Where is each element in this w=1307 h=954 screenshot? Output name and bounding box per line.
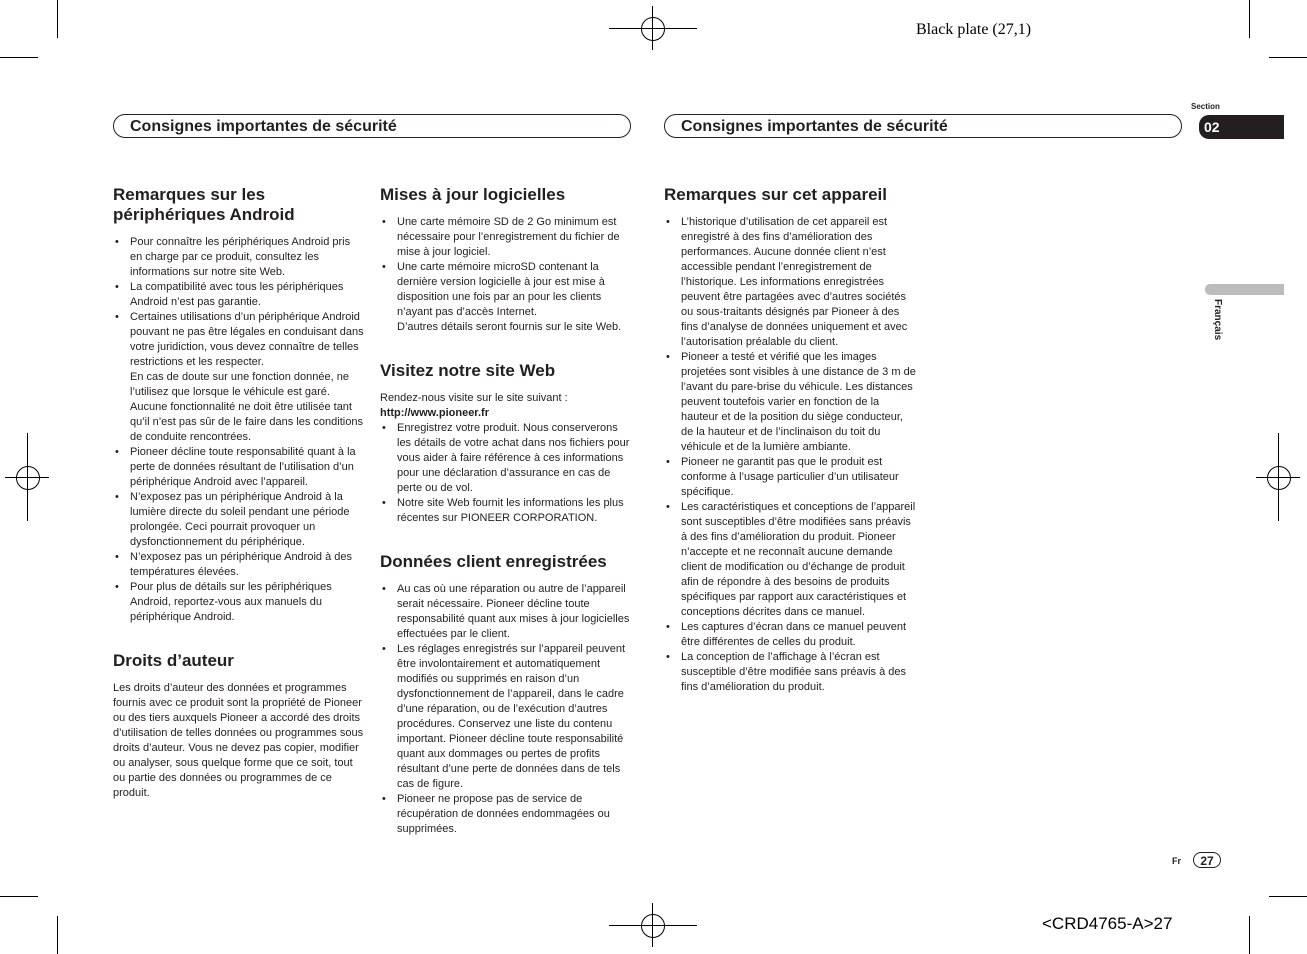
list-item: • Au cas où une réparation ou autre de l’appareil serait nécessaire. Pioneer décline toute responsabilité quant aux mises à jour logicielles effectuées par le client. bbox=[382, 583, 630, 640]
list-item: • Pioneer décline toute responsabilité quant à la perte de données résultant de l’utilisation d’un périphérique Android avec l’appareil. bbox=[115, 446, 356, 488]
list-item: • Pioneer a testé et vérifié que les images projetées sont visibles à une distance de 3 m de l’avant du pare-brise du véhicule. Les distances peuvent toutefois varier en fonction de la hauteur et de la position du siège conducteur, de la hauteur et de l’inclinaison du toit du véhicule et de la lumière ambiante. bbox=[666, 351, 916, 453]
section-number: 02 bbox=[1204, 119, 1220, 135]
list-item: • Enregistrez votre produit. Nous conserverons les détails de votre achat dans nos fichiers pour vous aider à faire référence à ces informations pour une déclaration d’assurance en cas de perte ou de vol. bbox=[382, 422, 630, 494]
crop-mark bbox=[0, 896, 38, 897]
list-item: • Pioneer ne garantit pas que le produit est conforme à l’usage particulier d’un utilisateur spécifique. bbox=[666, 456, 899, 498]
bullet-icon: • bbox=[666, 501, 670, 513]
bullet-icon: • bbox=[666, 456, 670, 468]
list-item: • Une carte mémoire microSD contenant la dernière version logicielle à jour est mise à disposition une fois par an pour les clients n’ayant pas d’accès Internet. D’autres détails seront fournis sur le site Web. bbox=[382, 261, 622, 333]
website-link[interactable]: http://www.pioneer.fr bbox=[380, 407, 489, 419]
section-device-notes bbox=[664, 185, 916, 695]
crop-mark bbox=[0, 57, 38, 58]
bullet-icon: • bbox=[382, 643, 386, 655]
bullet-icon: • bbox=[115, 311, 119, 323]
header-banner-left: Consignes importantes de sécurité bbox=[113, 114, 631, 138]
section-title: Remarques sur les périphériques Android bbox=[113, 185, 295, 224]
crop-mark bbox=[57, 916, 58, 954]
section-title: Données client enregistrées bbox=[380, 552, 607, 571]
column-1 bbox=[113, 185, 364, 827]
bullet-icon: • bbox=[115, 551, 119, 563]
list-item: • Pour plus de détails sur les périphériques Android, reportez-vous aux manuels du périphérique Android. bbox=[115, 581, 332, 623]
bullet-icon: • bbox=[666, 621, 670, 633]
list-item: • Pioneer ne propose pas de service de récupération de données endommagées ou supprimées. bbox=[382, 793, 610, 835]
bullet-icon: • bbox=[382, 793, 386, 805]
list-item: • La conception de l’affichage à l’écran est susceptible d’être modifiée sans préavis à des fins d’amélioration du produit. bbox=[666, 651, 907, 693]
section-title: Visitez notre site Web bbox=[380, 361, 556, 380]
section-title: Droits d’auteur bbox=[113, 651, 234, 670]
section-client-data bbox=[380, 552, 632, 837]
header-banner-right: Consignes importantes de sécurité bbox=[664, 114, 1182, 138]
section-website bbox=[380, 361, 632, 526]
footer-lang-code: Fr bbox=[1172, 856, 1181, 866]
bullet-icon: • bbox=[382, 583, 386, 595]
list-item: • Les réglages enregistrés sur l’appareil peuvent être involontairement et automatiquement modifiés ou supprimés en raison d’un dysfonctionnement de l’appareil, dans le cadre d’une réparation, ou de l’exécution d’autres procédures. Conservez une liste du contenu important. Pioneer décline toute responsabilité quant aux dommages ou pertes de profits résultant d’une perte de données dans de tels cas de figure. bbox=[382, 643, 626, 790]
section-copyright bbox=[113, 651, 364, 801]
bullet-icon: • bbox=[382, 216, 386, 228]
bullet-list bbox=[664, 215, 916, 695]
bullet-icon: • bbox=[382, 422, 386, 434]
bullet-icon: • bbox=[382, 497, 386, 509]
section-label: Section bbox=[1191, 102, 1220, 111]
section-software-updates bbox=[380, 185, 632, 335]
list-item: • L’historique d’utilisation de cet appareil est enregistré à des fins d’amélioration des performances. Aucune donnée client n’est accessible pendant l’enregistrement de l’historique. Les informations enregistrées peuvent être partagées avec d’autres sociétés ou sous-traitants désignés par Pioneer à des fins d’analyse de données uniquement et avec l’autorisation préalable du client. bbox=[666, 216, 908, 348]
crop-mark bbox=[1269, 896, 1307, 897]
bullet-icon: • bbox=[115, 491, 119, 503]
crop-mark bbox=[1249, 0, 1250, 38]
list-item: • Notre site Web fournit les informations les plus récentes sur PIONEER CORPORATION. bbox=[382, 497, 624, 524]
list-item: • N’exposez pas un périphérique Android à la lumière directe du soleil pendant une période prolongée. Ceci pourrait provoquer un dysfonctionnement du périphérique. bbox=[115, 491, 350, 548]
bullet-icon: • bbox=[666, 651, 670, 663]
section-title: Remarques sur cet appareil bbox=[664, 185, 887, 204]
crop-mark bbox=[1269, 57, 1307, 58]
bullet-list bbox=[380, 582, 632, 837]
list-item: • N’exposez pas un périphérique Android à des températures élevées. bbox=[115, 551, 352, 578]
bullet-list bbox=[380, 215, 632, 335]
column-3 bbox=[664, 185, 916, 721]
list-item: • Les captures d’écran dans ce manuel peuvent être différentes de celles du produit. bbox=[666, 621, 907, 648]
bullet-list bbox=[113, 235, 364, 625]
page-number-badge bbox=[1193, 852, 1221, 868]
page-number: 27 bbox=[1200, 854, 1214, 868]
list-item: • Pour connaître les périphériques Android pris en charge par ce produit, consultez les informations sur notre site Web. bbox=[115, 236, 351, 278]
section-android bbox=[113, 185, 364, 625]
job-code: <CRD4765-A>27 bbox=[1042, 914, 1173, 933]
column-2 bbox=[380, 185, 632, 863]
bullet-icon: • bbox=[666, 216, 670, 228]
bullet-icon: • bbox=[115, 281, 119, 293]
list-item: • Certaines utilisations d’un périphérique Android pouvant ne pas être légales en conduisant dans votre juridiction, vous devez connaître de telles restrictions et les respecter. En cas de doute sur une fonction donnée, ne l’utilisez que lorsque le véhicule est garé. Aucune fonctionnalité ne doit être utilisée tant qu’il n’est pas sûr de le faire dans les conditions de conduite rencontrées. bbox=[115, 311, 364, 443]
crop-mark bbox=[57, 0, 58, 38]
list-item: • Une carte mémoire SD de 2 Go minimum est nécessaire pour l’enregistrement du fichier de mise à jour logiciel. bbox=[382, 216, 620, 258]
bullet-list bbox=[380, 421, 632, 526]
paragraph: Les droits d’auteur des données et programmes fournis avec ce produit sont la propriété de Pioneer ou des tiers auxquels Pioneer a accordé des droits d’utilisation de telles données ou programmes sous droits d’auteur. Vous ne devez pas copier, modifier ou analyser, sous quelque forme que ce soit, tout ou partie des données ou programmes de ce produit. bbox=[113, 682, 364, 799]
section-title: Mises à jour logicielles bbox=[380, 185, 566, 204]
bullet-icon: • bbox=[666, 351, 670, 363]
bullet-icon: • bbox=[115, 446, 119, 458]
crop-mark bbox=[1249, 916, 1250, 954]
bullet-icon: • bbox=[115, 581, 119, 593]
plate-label: Black plate (27,1) bbox=[916, 21, 1032, 38]
bullet-icon: • bbox=[115, 236, 119, 248]
paragraph: Rendez-nous visite sur le site suivant : bbox=[380, 392, 568, 404]
bullet-icon: • bbox=[382, 261, 386, 273]
language-tab-bar bbox=[1205, 284, 1284, 295]
section-number-tab bbox=[1199, 115, 1284, 139]
language-tab-label: Français bbox=[1212, 299, 1223, 341]
list-item: • La compatibilité avec tous les périphériques Android n’est pas garantie. bbox=[115, 281, 344, 308]
list-item: • Les caractéristiques et conceptions de l’appareil sont susceptibles d’être modifiées sans préavis à des fins d’amélioration du produit. Pioneer n’accepte et ne reconnaît aucune demande client de modification ou d’échange de produit afin de répondre à des besoins de produits spécifiques par rapport aux caractéristiques et conceptions décrites dans ce manuel. bbox=[666, 501, 916, 618]
